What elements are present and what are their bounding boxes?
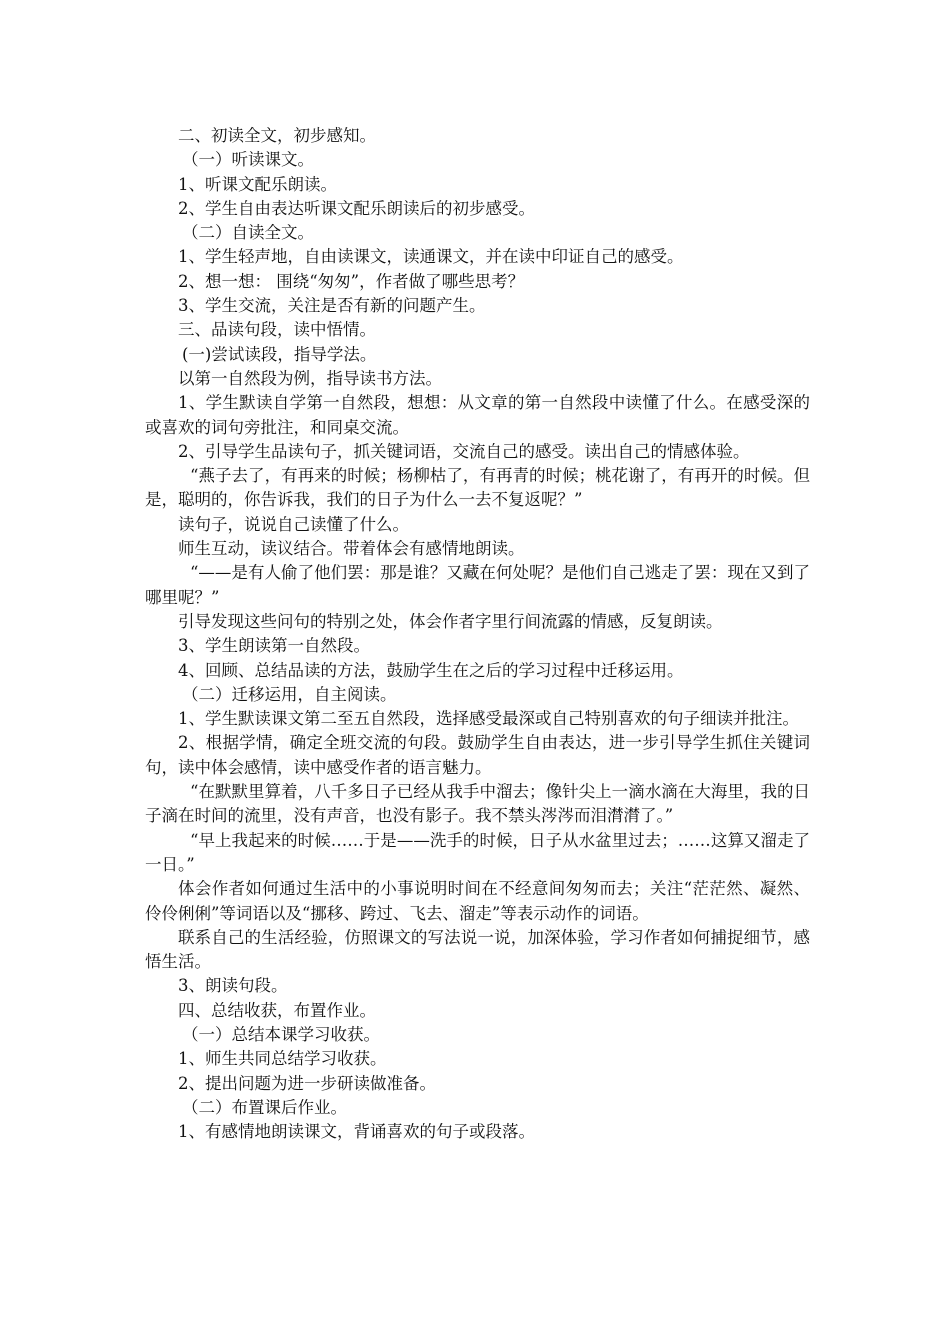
paragraph: 1、听课文配乐朗读。 (178, 174, 337, 194)
paragraph: 以第一自然段为例，指导读书方法。 (178, 368, 442, 388)
paragraph: 2、学生自由表达听课文配乐朗读后的初步感受。 (178, 198, 535, 218)
paragraph: 读句子，说说自己读懂了什么。 (178, 514, 409, 534)
paragraph: 联系自己的生活经验，仿照课文的写法说一说，加深体验，学习作者如何捕捉细节，感悟生活。 (145, 927, 810, 972)
subsection-heading: （一）总结本课学习收获。 (182, 1024, 380, 1044)
quote-paragraph: “——是有人偷了他们罢：那是谁？又藏在何处呢？是他们自己逃走了罢：现在又到了哪里呢？” (145, 563, 810, 607)
document-body (145, 124, 810, 1144)
paragraph: 师生互动，读议结合。带着体会有感情地朗读。 (178, 539, 525, 559)
subsection-heading: （二）迁移运用，自主阅读。 (182, 684, 397, 704)
section-heading: 四、总结收获，布置作业。 (178, 1000, 376, 1020)
paragraph: 1、有感情地朗读课文，背诵喜欢的句子或段落。 (178, 1122, 535, 1142)
paragraph: 1、学生默读课文第二至五自然段，选择感受最深或自己特别喜欢的句子细读并批注。 (178, 709, 799, 729)
paragraph: 3、学生交流，关注是否有新的问题产生。 (178, 296, 486, 316)
quote-paragraph: “早上我起来的时候……于是——洗手的时候，日子从水盆里过去；……这算又溜走了一日。” (145, 830, 810, 874)
paragraph: 1、学生默读自学第一自然段，想想：从文章的第一自然段中读懂了什么。在感受深的或喜欢的词句旁批注，和同桌交流。 (145, 393, 810, 437)
paragraph: 2、引导学生品读句子，抓关键词语，交流自己的感受。读出自己的情感体验。 (178, 441, 750, 461)
paragraph: 2、想一想： 围绕“匆匆”，作者做了哪些思考？ (178, 271, 525, 291)
paragraph: 4、回顾、总结品读的方法，鼓励学生在之后的学习过程中迁移运用。 (178, 660, 684, 680)
paragraph: 引导发现这些问句的特别之处，体会作者字里行间流露的情感，反复朗读。 (178, 611, 723, 631)
section-heading: 二、初读全文，初步感知。 (178, 126, 376, 145)
paragraph: 2、根据学情，确定全班交流的句段。鼓励学生自由表达，进一步引导学生抓住关键词句，读中体会感情，读中感受作者的语言魅力。 (145, 733, 810, 777)
paragraph: 3、学生朗读第一自然段。 (178, 636, 370, 656)
subsection-heading: （一）听读课文。 (182, 150, 314, 170)
paragraph: 1、学生轻声地，自由读课文，读通课文，并在读中印证自己的感受。 (178, 247, 684, 267)
subsection-heading: (一)尝试读段，指导学法。 (182, 344, 377, 364)
paragraph: 体会作者如何通过生活中的小事说明时间在不经意间匆匆而去；关注“茫茫然、凝然、伶伶俐俐”等词语以及“挪移、跨过、飞去、溜走”等表示动作的词语。 (145, 879, 810, 923)
paragraph: 3、朗读句段。 (178, 976, 288, 996)
subsection-heading: （二）布置课后作业。 (182, 1097, 347, 1117)
subsection-heading: （二）自读全文。 (182, 223, 314, 243)
quote-paragraph: “燕子去了，有再来的时候；杨柳枯了，有再青的时候；桃花谢了，有再开的时候。但是，聪明的，你告诉我，我们的日子为什么一去不复返呢？” (145, 466, 810, 510)
section-heading: 三、品读句段，读中悟情。 (178, 320, 376, 340)
paragraph: 1、师生共同总结学习收获。 (178, 1049, 387, 1069)
quote-paragraph: “在默默里算着，八千多日子已经从我手中溜去；像针尖上一滴水滴在大海里，我的日子滴在时间的流里，没有声音，也没有影子。我不禁头涔涔而泪潸潸了。” (145, 782, 810, 826)
paragraph: 2、提出问题为进一步研读做准备。 (178, 1073, 436, 1093)
